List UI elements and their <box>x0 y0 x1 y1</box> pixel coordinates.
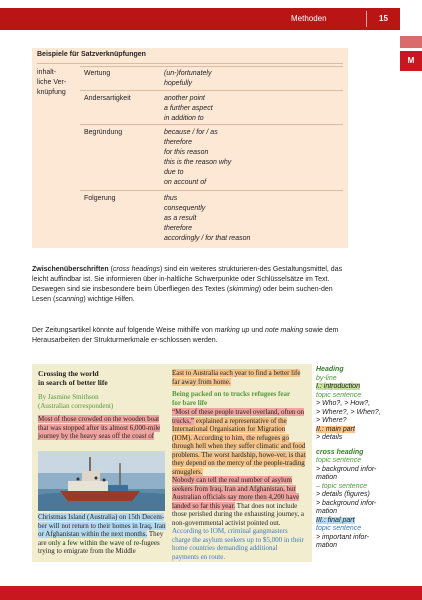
table-row-values: (un-)fortunately hopefully <box>164 70 212 87</box>
table-row-line <box>80 124 343 125</box>
article-headline: Crossing the world in search of better life <box>38 369 108 387</box>
table-row-values: because / for / as therefore for this reason this is the reason why due to on account of <box>164 129 232 186</box>
header-divider <box>366 11 367 27</box>
refugee-boat-photo <box>38 451 165 511</box>
header-bar <box>0 8 400 30</box>
table-row-values: another point a further aspect in addition to <box>164 95 213 122</box>
section-title: Methoden <box>291 14 327 23</box>
table-row-line <box>80 66 343 67</box>
article-intro: Most of those crowded on the wooden boat that was stopped after its almost 6,000-mile journey by the heavy seas off the coast of <box>38 415 161 440</box>
table-divider <box>37 63 343 64</box>
article-byline: By Jasmine Smithson (Australian correspondent) <box>38 393 114 410</box>
table-row-label: Wertung <box>84 70 111 77</box>
paragraph-article-intro: Der Zeitungsartikel könnte auf folgende Weise mithilfe von marking up und note making sowie dem Herausarbeiten der Strukturmerkmale er-schlossen werden. <box>32 327 339 345</box>
article-main-paragraph-1: “Most of these people travel overland, often on trucks,” explained a representative of the International Organisation for Migration (IOM). According to him, the refugees go through hell when they suffer climatic and food problems. The worst hardship, howe-ver, is that they depend on the mercy of the people-trading smugglers. <box>172 408 306 476</box>
article-main-paragraph-2: Nobody can tell the real number of asylum seekers from Iraq, Iran and Afghanistan, but Australian officials say more then 4,200 have landed so far this year. That does not include those perished during the exhausting journey, a non-governmental activist pointed out. <box>172 476 304 527</box>
table-category: inhalt- liche Ver- knüpfung <box>37 69 67 96</box>
table-row-line <box>80 90 343 91</box>
paragraph-cross-headings: Zwischenüberschriften (cross headings) sind ein weiteres strukturieren-des Gestaltungsmittel, das leicht auffindbar ist. Sie informieren über in-haltliche Schwerpunkte oder Schlüsselsätze im Text. Deswegen sind sie insbesondere beim Überfliegen des Textes (skimming) oder beim suchen-den Lesen (scanning) wichtige Hilfen. <box>32 266 343 304</box>
article-column-left-bottom: Christmas Island (Australia) on 15th Decem-ber will not return to their homes in Iraq, Iran or Afghanistan within the next months. They are only a few within the wave of re-fugees trying to emigrate from the Middle <box>38 513 166 555</box>
table-row-label: Begründung <box>84 129 123 136</box>
page-number: 15 <box>379 14 388 23</box>
page-header <box>0 0 422 38</box>
article-column-right <box>172 369 306 561</box>
article-cross-heading: Being packed on to trucks refugees fear for bare life <box>172 390 291 407</box>
footer-bar <box>0 586 422 600</box>
article-column-left <box>38 369 166 441</box>
article-final-paragraph: According to IOM, criminal gangmasters charge the asylum seekers up to $5,000 in their home countries demanding additional payments en route. <box>172 527 304 561</box>
table-row-values: thus consequently as a result therefore accordingly / for that reason <box>164 195 251 242</box>
table-title: Beispiele für Satzverknüpfungen <box>37 51 146 58</box>
table-row-label: Andersartigkeit <box>84 95 131 102</box>
side-strip <box>400 36 422 48</box>
article-continuation: East to Australia each year to find a better life far away from home. <box>172 369 301 386</box>
table-row-label: Folgerung <box>84 195 116 202</box>
structure-notes: Heading by-line I.: introduction topic sentence > Who?, > How?, > Where?, > When?, > Where? II.: main part > details cross heading topic sentence > background infor- mation – topic sentence > details (figures) > background infor- mation III.: final part topic sentence > important infor- mation <box>316 366 381 549</box>
side-tab-methoden[interactable]: M <box>400 51 422 71</box>
table-row-line <box>80 190 343 191</box>
